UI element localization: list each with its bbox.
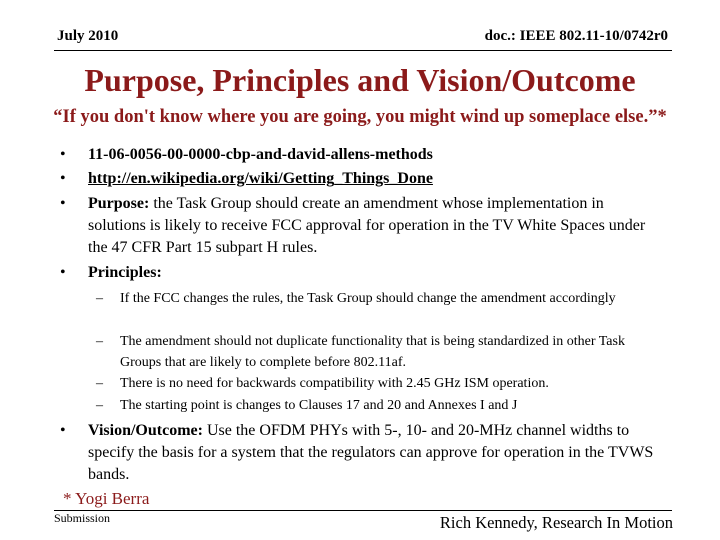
vision-label: Vision/Outcome: xyxy=(88,422,203,439)
dash-marker: – xyxy=(96,334,103,349)
bullet-methods-ref xyxy=(88,144,663,166)
principle-item: There is no need for backwards compatibility with 2.45 GHz ISM operation. xyxy=(120,376,549,391)
principle-item: If the FCC changes the rules, the Task Group should change the amendment accordingly xyxy=(120,291,616,306)
bullet-purpose xyxy=(88,193,663,259)
principle-item: The amendment should not duplicate functionality that is being standardized in other Task Groups that are likely to complete before 802.11af. xyxy=(120,334,625,370)
bullet-marker: • xyxy=(60,170,66,187)
quote: “If you don't know where you are going, you might wind up someplace else.”* xyxy=(53,107,667,127)
vision-text: Use the OFDM PHYs with 5-, 10- and 20-MHz channel widths to specify the basis for a system that the regulators can approve for operation in the TVWS bands. xyxy=(88,422,654,483)
dash-marker: – xyxy=(96,291,103,306)
header-doc-id: doc.: IEEE 802.11-10/0742r0 xyxy=(484,28,668,44)
methods-ref-text: 11-06-0056-00-0000-cbp-and-david-allens-methods xyxy=(88,146,433,163)
quote-attribution: * Yogi Berra xyxy=(63,489,150,508)
wikipedia-link[interactable]: http://en.wikipedia.org/wiki/Getting_Things_Done xyxy=(88,170,433,187)
bullet-marker: • xyxy=(60,422,66,439)
principle-item: The starting point is changes to Clauses 17 and 20 and Annexes I and J xyxy=(120,398,518,413)
header-rule xyxy=(54,50,672,51)
dash-marker: – xyxy=(96,376,103,391)
purpose-text: the Task Group should create an amendment whose implementation in solutions is likely to receive FCC approval for operation in the TV White Spaces under the 47 CFR Part 15 subpart H rules. xyxy=(88,195,646,256)
bullet-marker: • xyxy=(60,146,66,163)
dash-marker: – xyxy=(96,398,103,413)
bullet-link xyxy=(88,168,663,190)
footer-rule xyxy=(54,510,672,511)
bullet-principles xyxy=(88,262,663,284)
bullet-vision xyxy=(88,420,663,486)
bullet-marker: • xyxy=(60,264,66,281)
slide-title: Purpose, Principles and Vision/Outcome xyxy=(84,62,636,98)
purpose-label: Purpose: xyxy=(88,195,150,212)
principles-label: Principles: xyxy=(88,264,162,281)
bullet-marker: • xyxy=(60,195,66,212)
footer-author: Rich Kennedy, Research In Motion xyxy=(439,513,673,532)
header-date: July 2010 xyxy=(57,28,119,44)
footer-submission: Submission xyxy=(54,511,111,525)
